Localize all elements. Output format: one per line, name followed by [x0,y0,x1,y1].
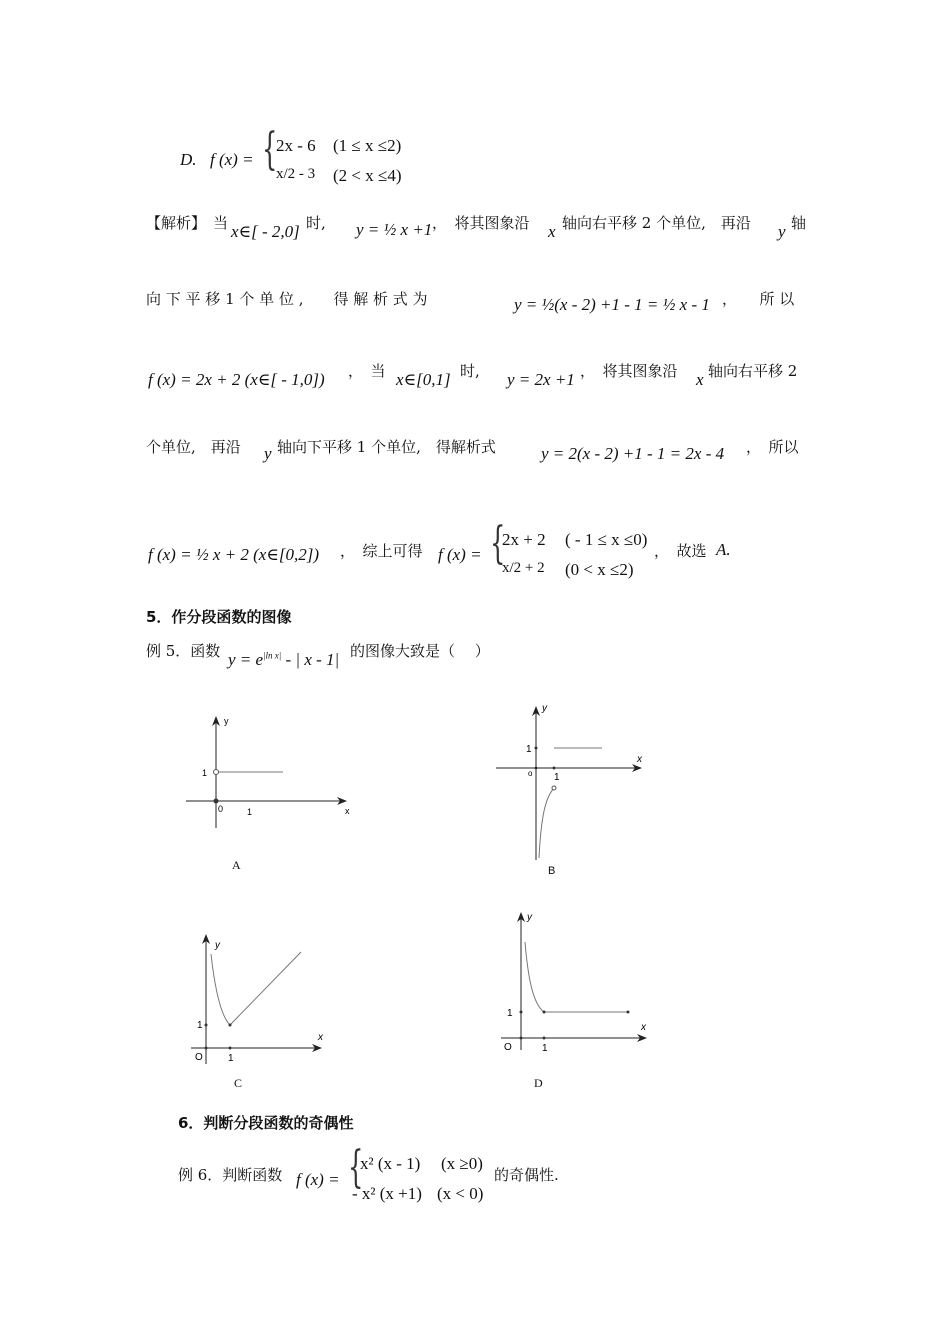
origin-label: O [195,1052,203,1063]
analysis-text: 个单位, 再沿 [146,438,241,456]
tick-point [553,767,556,770]
graph-a [180,710,370,840]
tick-label: 1 [507,1008,513,1019]
analysis-text: 向 下 平 移 1 个 单 位 , 得 解 析 式 为 [146,290,428,308]
origin-point [520,1037,523,1040]
graph-line [230,952,301,1025]
axis-label-y: y [215,940,220,951]
example-suffix: 的奇偶性. [494,1166,559,1184]
analysis-text: 轴向下平移 1 个单位, 得解析式 [277,438,496,456]
math-inline: x∈[0,1] [396,370,451,389]
math-inline: x [696,370,704,389]
math-inline: y = ½(x - 2) +1 - 1 = ½ x - 1 [514,295,710,314]
analysis-text: 轴向右平移 2 [708,362,798,380]
tick-point [229,1047,232,1050]
origin-point [205,1047,208,1050]
option-d-lhs: f (x) = [210,150,254,169]
origin-label: o [528,769,533,778]
tick-label: 1 [526,744,532,755]
axis-label-x: x [637,754,642,765]
analysis-text: ， 故选 [654,542,707,560]
graph-d [495,908,655,1058]
piecewise-cond: (0 < x ≤2) [565,560,634,579]
point [543,1011,546,1014]
open-point [552,786,556,790]
tick-label: 1 [202,768,208,778]
tick-label: 1 [554,772,560,783]
analysis-text: ， 将其图象沿 [432,214,530,232]
graph-curve [539,788,554,858]
origin-label: 0 [218,804,224,814]
origin-label: O [504,1042,512,1053]
graph-curve [211,954,230,1025]
piecewise-case: 2x + 2 [502,530,546,549]
origin-point [535,767,538,770]
tick-label: 1 [247,807,253,817]
analysis-text: 时, [306,214,326,232]
math-inline: x [548,222,556,241]
open-point [214,770,219,775]
tick-label: 1 [542,1043,548,1054]
math-inline: $y = e^{|ln x|}$ - | x - 1| [228,650,340,669]
graph-caption: D [534,1076,543,1090]
math-inline: y [264,444,272,463]
answer: A. [716,540,731,559]
graph-caption: B [548,865,556,877]
analysis-text: ， 将其图象沿 [580,362,678,380]
exponent: |ln x| [263,650,282,661]
axis-label-x: x [318,1032,323,1043]
option-d-case1: 2x - 6 [276,136,316,155]
brace-icon: { [490,518,506,569]
tick-point [520,1011,523,1014]
math-inline: f (x) = [438,545,482,564]
brace-icon: { [348,1142,364,1193]
math-inline: y = ½ x +1 [356,220,433,239]
analysis-text: ， 当 [348,362,386,380]
math-inline: f (x) = ½ x + 2 (x∈[0,2]) [148,545,320,564]
option-d-cond2: (2 < x ≤4) [333,166,402,185]
graph-caption: A [232,858,241,872]
tick-label: 1 [197,1020,203,1031]
axis-label-y: y [542,703,547,714]
example-prefix: 例 6．判断函数 [178,1166,283,1184]
math-inline: x∈[ - 2,0] [231,222,300,241]
graph-b [490,700,660,865]
tick-point [543,1037,546,1040]
point [229,1024,232,1027]
axis-label-y: y [224,716,229,726]
math-inline: f (x) = [296,1170,340,1189]
graph-c [185,930,335,1070]
example-suffix: 的图像大致是（ ） [350,642,490,660]
analysis-text: 轴向右平移 2 个单位, 再沿 [562,214,751,232]
option-d-cond1: (1 ≤ x ≤2) [333,136,402,155]
origin-point [214,799,219,804]
section-heading: 6．判断分段函数的奇偶性 [178,1114,354,1132]
math-inline: y = 2x +1 [507,370,575,389]
axis-label-x: x [345,806,350,816]
brace-icon: { [262,124,278,175]
point [627,1011,630,1014]
option-d-case2: x/2 - 3 [276,166,316,182]
analysis-tag: 【解析】 [146,214,207,232]
graph-caption: C [234,1076,243,1090]
analysis-text: 时, [460,362,480,380]
graph-curve [525,942,544,1012]
piecewise-cond: ( - 1 ≤ x ≤0) [565,530,648,549]
option-d-label: D. [180,150,197,169]
axis-label-y: y [527,912,532,923]
piecewise-case: x² (x - 1) [360,1154,421,1173]
analysis-text: ， 综上可得 [340,542,423,560]
axis-label-x: x [641,1022,646,1033]
analysis-text: ， 所以 [746,438,799,456]
math-inline: y [778,222,786,241]
analysis-text: ， 所 以 [722,290,795,308]
math-inline: f (x) = 2x + 2 (x∈[ - 1,0]) [148,370,325,389]
tick-point [205,1024,208,1027]
section-heading: 5．作分段函数的图像 [146,608,292,626]
piecewise-case: - x² (x +1) [352,1184,422,1203]
piecewise-cond: (x ≥0) [441,1154,483,1173]
tick-point [535,747,538,750]
analysis-text: 轴 [791,214,807,232]
tick-label: 1 [228,1053,234,1064]
example-prefix: 例 5．函数 [146,642,221,660]
analysis-text: 当 [213,214,229,232]
piecewise-case: x/2 + 2 [502,560,545,576]
piecewise-cond: (x < 0) [437,1184,484,1203]
math-inline: y = 2(x - 2) +1 - 1 = 2x - 4 [541,444,725,463]
